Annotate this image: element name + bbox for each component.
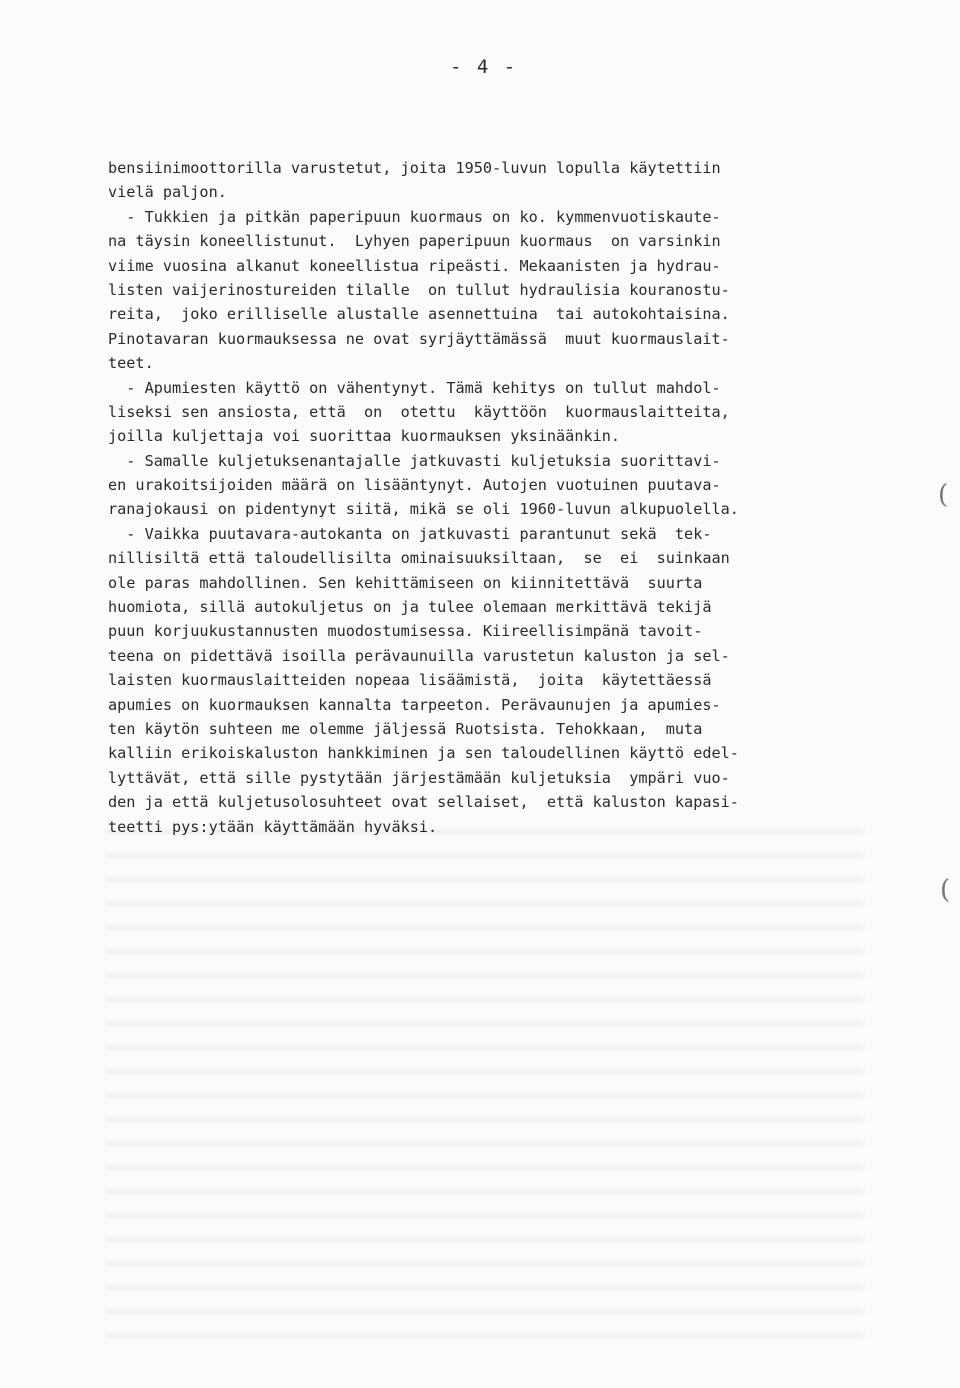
text-line: nillisiltä että taloudellisilta ominaisuuksiltaan, se ei suinkaan	[108, 549, 730, 568]
text-line: lyttävät, että sille pystytään järjestämään kuljetuksia ympäri vuo-	[108, 768, 730, 787]
text-line: viime vuosina alkanut koneellistua ripeästi. Mekaanisten ja hydrau-	[108, 256, 721, 275]
text-line: vielä paljon.	[108, 183, 227, 202]
text-line: reita, joko erilliselle alustalle asennettuina tai autokohtaisina.	[108, 305, 730, 324]
page-number: - 4 -	[450, 56, 518, 78]
text-line: den ja että kuljetusolosuhteet ovat sellaiset, että kaluston kapasi-	[108, 793, 739, 812]
text-line: teetti pys:ytään käyttämään hyväksi.	[108, 817, 438, 836]
text-line: puun korjuukustannusten muodostumisessa. Kiireellisimpänä tavoit-	[108, 622, 703, 641]
margin-mark: (	[938, 480, 949, 510]
text-line: - Apumiesten käyttö on vähentynyt. Tämä kehitys on tullut mahdol-	[108, 378, 721, 397]
text-line: - Samalle kuljetuksenantajalle jatkuvasti kuljetuksia suorittavi-	[108, 451, 721, 470]
text-line: apumies on kuormauksen kannalta tarpeeton. Perävaunujen ja apumies-	[108, 695, 721, 714]
text-line: - Tukkien ja pitkän paperipuun kuormaus on ko. kymmenvuotiskaute-	[108, 207, 721, 226]
text-line: - Vaikka puutavara-autokanta on jatkuvasti parantunut sekä tek-	[108, 524, 712, 543]
margin-mark: (	[940, 875, 951, 905]
body-text	[108, 156, 868, 839]
text-line: bensiinimoottorilla varustetut, joita 1950-luvun lopulla käytettiin	[108, 159, 721, 177]
text-line: en urakoitsijoiden määrä on lisääntynyt. Autojen vuotuinen puutava-	[108, 476, 721, 495]
text-line: teet.	[108, 354, 154, 373]
text-line: kalliin erikoiskaluston hankkiminen ja sen taloudellinen käyttö edel-	[108, 744, 739, 763]
text-line: liseksi sen ansiosta, että on otettu käyttöön kuormauslaitteita,	[108, 402, 730, 421]
show-through-texture	[105, 830, 865, 1340]
text-line: teena on pidettävä isoilla perävaunuilla varustetun kaluston ja sel-	[108, 646, 730, 665]
text-line: ole paras mahdollinen. Sen kehittämiseen on kiinnitettävä suurta	[108, 573, 703, 592]
text-line: joilla kuljettaja voi suorittaa kuormauksen yksinäänkin.	[108, 427, 621, 446]
text-line: laisten kuormauslaitteiden nopeaa lisäämistä, joita käytettäessä	[108, 671, 712, 690]
text-line: listen vaijerinostureiden tilalle on tullut hydraulisia kouranostu-	[108, 280, 730, 299]
text-line: na täysin koneellistunut. Lyhyen paperipuun kuormaus on varsinkin	[108, 232, 721, 251]
text-line: huomiota, sillä autokuljetus on ja tulee olemaan merkittävä tekijä	[108, 598, 712, 617]
text-line: Pinotavaran kuormauksessa ne ovat syrjäyttämässä muut kuormauslait-	[108, 329, 730, 348]
text-line: ten käytön suhteen me olemme jäljessä Ruotsista. Tehokkaan, muta	[108, 719, 703, 738]
text-line: ranajokausi on pidentynyt siitä, mikä se oli 1960-luvun alkupuolella.	[108, 500, 739, 519]
